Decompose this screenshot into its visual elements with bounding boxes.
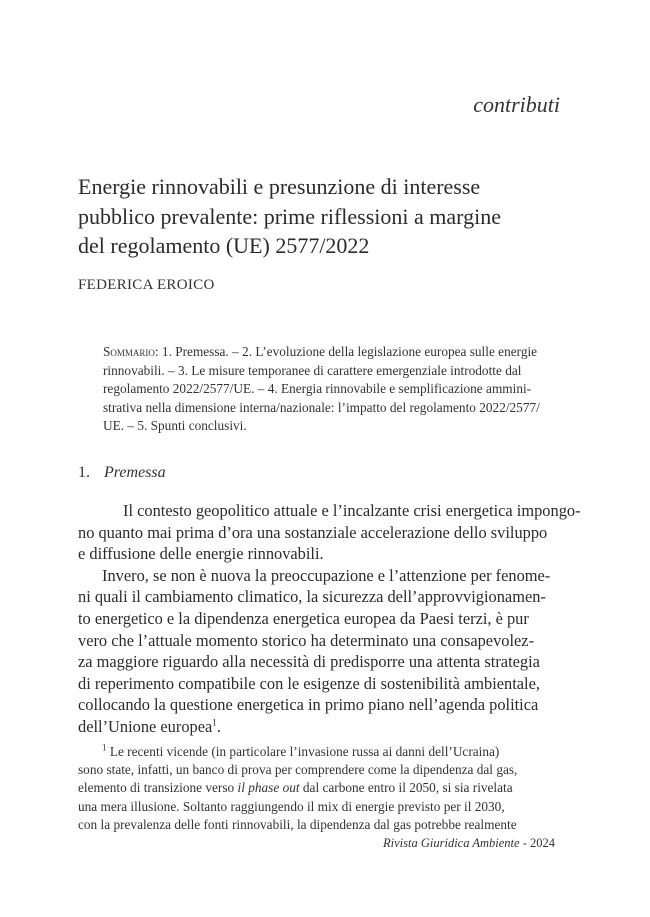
summary-text: strativa nella dimensione interna/nazionale: l’impatto del regolamento 2022/2577/: [103, 399, 540, 415]
line-text: za maggiore riguardo alla necessità di predisporre una attenta strategia: [78, 652, 540, 672]
line-text: vero che l’attuale momento storico ha determinato una consapevolez-: [78, 630, 535, 650]
footnote-marker: 1: [102, 742, 107, 753]
line-text: di reperimento compatibile con le esigenze di sostenibilità ambientale,: [78, 673, 540, 693]
line-text: Invero, se non è nuova la preoccupazione e l’attenzione per fenome-: [102, 565, 551, 585]
line-text: dell’Unione europea: [78, 716, 213, 736]
footnote-text: dal carbone entro il 2050, si sia rivelata: [299, 780, 513, 796]
paragraph-line: [78, 673, 556, 695]
paragraph-line: [78, 565, 556, 587]
summary-abstract: [103, 343, 558, 436]
line-text: ni quali il cambiamento climatico, la sicurezza dell’approvvigionamen-: [78, 587, 546, 607]
section-heading: [78, 464, 166, 482]
paragraph-line: [78, 543, 556, 565]
summary-line: [103, 399, 558, 418]
line-text: no quanto mai prima d’ora una sostanziale accelerazione dello sviluppo: [78, 522, 548, 542]
title-line: Energie rinnovabili e presunzione di interesse: [78, 174, 481, 199]
footnote-text: una mera illusione. Soltanto raggiungendo il mix di energie previsto per il 2030,: [78, 798, 505, 814]
body-text: [78, 500, 581, 738]
summary-text: rinnovabili. – 3. Le misure temporanee di carattere emergenziale introdotte dal: [103, 362, 522, 378]
footer-separator: -: [519, 836, 530, 850]
footnote-line: [78, 761, 556, 779]
footnote-text: elemento di transizione verso: [78, 780, 238, 796]
line-text: collocando la questione energetica in primo piano nell’agenda politica: [78, 695, 539, 715]
running-footer: [383, 836, 555, 851]
line-text: e diffusione delle energie rinnovabili.: [78, 544, 324, 564]
footnote-line: [78, 743, 556, 761]
footnote-text: Le recenti vicende (in particolare l’invasione russa ai danni dell’Ucraina): [109, 744, 500, 759]
section-title: Premessa: [104, 464, 166, 481]
line-text: Il contesto geopolitico attuale e l’incalzante crisi energetica impongo-: [123, 501, 581, 520]
paragraph-line: [78, 630, 556, 652]
footnotes: [78, 743, 556, 834]
author-name: FEDERICA EROICO: [78, 277, 215, 293]
summary-label: Sommario:: [103, 344, 159, 359]
paragraph-line: [78, 694, 556, 716]
footer-year: 2024: [530, 836, 555, 850]
summary-text: 1. Premessa. – 2. L’evoluzione della legislazione europea sulle energie: [158, 344, 538, 359]
footnote-text: con la prevalenza delle fonti rinnovabili, la dipendenza dal gas potrebbe realmente: [78, 816, 517, 832]
summary-text: UE. – 5. Spunti conclusivi.: [103, 418, 247, 434]
footnote-emphasis: il phase out: [237, 780, 300, 796]
line-end: .: [216, 716, 221, 736]
footnote-line: [78, 779, 556, 797]
footnote-text: sono state, infatti, un banco di prova per comprendere come la dipendenza dal gas,: [78, 762, 518, 778]
summary-line: [103, 362, 558, 381]
journal-name: Rivista Giuridica Ambiente: [383, 836, 520, 850]
summary-line: [103, 380, 558, 399]
paragraph-line: [78, 500, 581, 522]
footnote-line: [78, 798, 556, 816]
paragraph-line: [78, 608, 556, 630]
summary-line: [103, 343, 558, 362]
section-number: 1.: [78, 464, 90, 481]
paragraph-line: [78, 651, 556, 673]
summary-line: [103, 417, 558, 436]
footnote-line: [78, 816, 556, 834]
paragraph-line: [78, 586, 556, 608]
section-label: contributi: [473, 92, 560, 117]
title-line: pubblico prevalente: prime riflessioni a margine: [78, 203, 501, 229]
summary-text: regolamento 2022/2577/UE. – 4. Energia rinnovabile e semplificazione ammini-: [103, 381, 532, 397]
article-title: [78, 172, 548, 261]
paragraph-line: [78, 716, 556, 738]
title-line: del regolamento (UE) 2577/2022: [78, 233, 370, 258]
footnote-ref[interactable]: 1: [212, 717, 217, 728]
paragraph-line: [78, 522, 556, 544]
line-text: to energetico e la dipendenza energetica europea da Paesi terzi, è pur: [78, 608, 529, 628]
